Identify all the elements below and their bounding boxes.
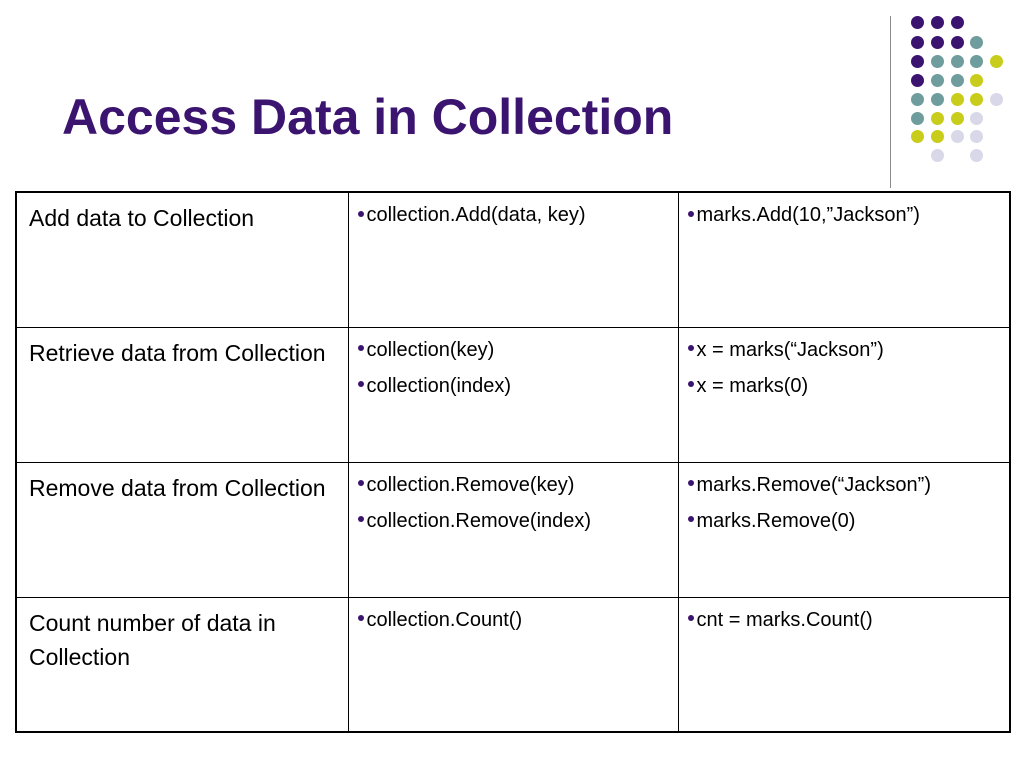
- dot: [970, 36, 983, 49]
- bullet-icon: [688, 211, 694, 217]
- example-item: marks.Remove(“Jackson”): [688, 473, 1010, 497]
- operation-cell: [16, 462, 348, 597]
- dot: [911, 74, 924, 87]
- example-cell: [678, 327, 1010, 462]
- dot: [931, 55, 944, 68]
- decorative-dot-grid: [0, 0, 1024, 180]
- dot: [951, 93, 964, 106]
- table-row: [16, 192, 1010, 327]
- example-item: marks.Add(10,”Jackson”): [688, 203, 1010, 227]
- bullet-icon: [358, 615, 364, 621]
- dot: [911, 55, 924, 68]
- dot: [990, 93, 1003, 106]
- dot: [931, 112, 944, 125]
- bullet-icon: [358, 211, 364, 217]
- operation-label: Remove data from Collection: [29, 474, 326, 501]
- dot: [931, 149, 944, 162]
- syntax-item: collection.Remove(key): [358, 473, 678, 497]
- syntax-cell: [348, 327, 678, 462]
- operation-label: Count number of data in Collection: [29, 609, 276, 670]
- example-item: marks.Remove(0): [688, 509, 1010, 533]
- dot: [911, 93, 924, 106]
- syntax-item: collection(index): [358, 374, 678, 398]
- bullet-icon: [358, 516, 364, 522]
- dot: [970, 74, 983, 87]
- example-cell: [678, 462, 1010, 597]
- operation-label: Retrieve data from Collection: [29, 339, 326, 366]
- dot: [931, 93, 944, 106]
- dot: [970, 93, 983, 106]
- table-row: [16, 462, 1010, 597]
- dot: [951, 55, 964, 68]
- dot: [951, 112, 964, 125]
- syntax-item: collection.Add(data, key): [358, 203, 678, 227]
- dot: [951, 36, 964, 49]
- bullet-icon: [358, 480, 364, 486]
- bullet-icon: [688, 516, 694, 522]
- dot: [970, 55, 983, 68]
- example-cell: [678, 597, 1010, 732]
- dot: [970, 112, 983, 125]
- syntax-cell: [348, 192, 678, 327]
- dot: [931, 36, 944, 49]
- bullet-icon: [688, 615, 694, 621]
- dot: [951, 130, 964, 143]
- operation-cell: [16, 597, 348, 732]
- bullet-icon: [358, 345, 364, 351]
- dot: [911, 36, 924, 49]
- dot: [911, 112, 924, 125]
- dot: [990, 55, 1003, 68]
- dot: [970, 130, 983, 143]
- dot: [931, 16, 944, 29]
- syntax-item: collection.Remove(index): [358, 509, 678, 533]
- dot: [911, 16, 924, 29]
- example-item: cnt = marks.Count(): [688, 608, 1010, 632]
- slide-title: Access Data in Collection: [62, 89, 674, 145]
- example-cell: [678, 192, 1010, 327]
- syntax-cell: [348, 462, 678, 597]
- dot: [970, 149, 983, 162]
- bullet-icon: [688, 345, 694, 351]
- dot: [911, 130, 924, 143]
- syntax-item: collection(key): [358, 338, 678, 362]
- dot: [931, 130, 944, 143]
- syntax-cell: [348, 597, 678, 732]
- bullet-icon: [358, 381, 364, 387]
- operation-cell: [16, 327, 348, 462]
- bullet-icon: [688, 381, 694, 387]
- bullet-icon: [688, 480, 694, 486]
- dot: [931, 74, 944, 87]
- table-row: [16, 327, 1010, 462]
- table-row: [16, 597, 1010, 732]
- operation-label: Add data to Collection: [29, 205, 255, 231]
- dot: [951, 74, 964, 87]
- example-item: x = marks(“Jackson”): [688, 338, 1010, 362]
- dot: [951, 16, 964, 29]
- collection-operations-table: [15, 191, 1011, 733]
- example-item: x = marks(0): [688, 374, 1010, 398]
- operation-cell: [16, 192, 348, 327]
- syntax-item: collection.Count(): [358, 608, 678, 632]
